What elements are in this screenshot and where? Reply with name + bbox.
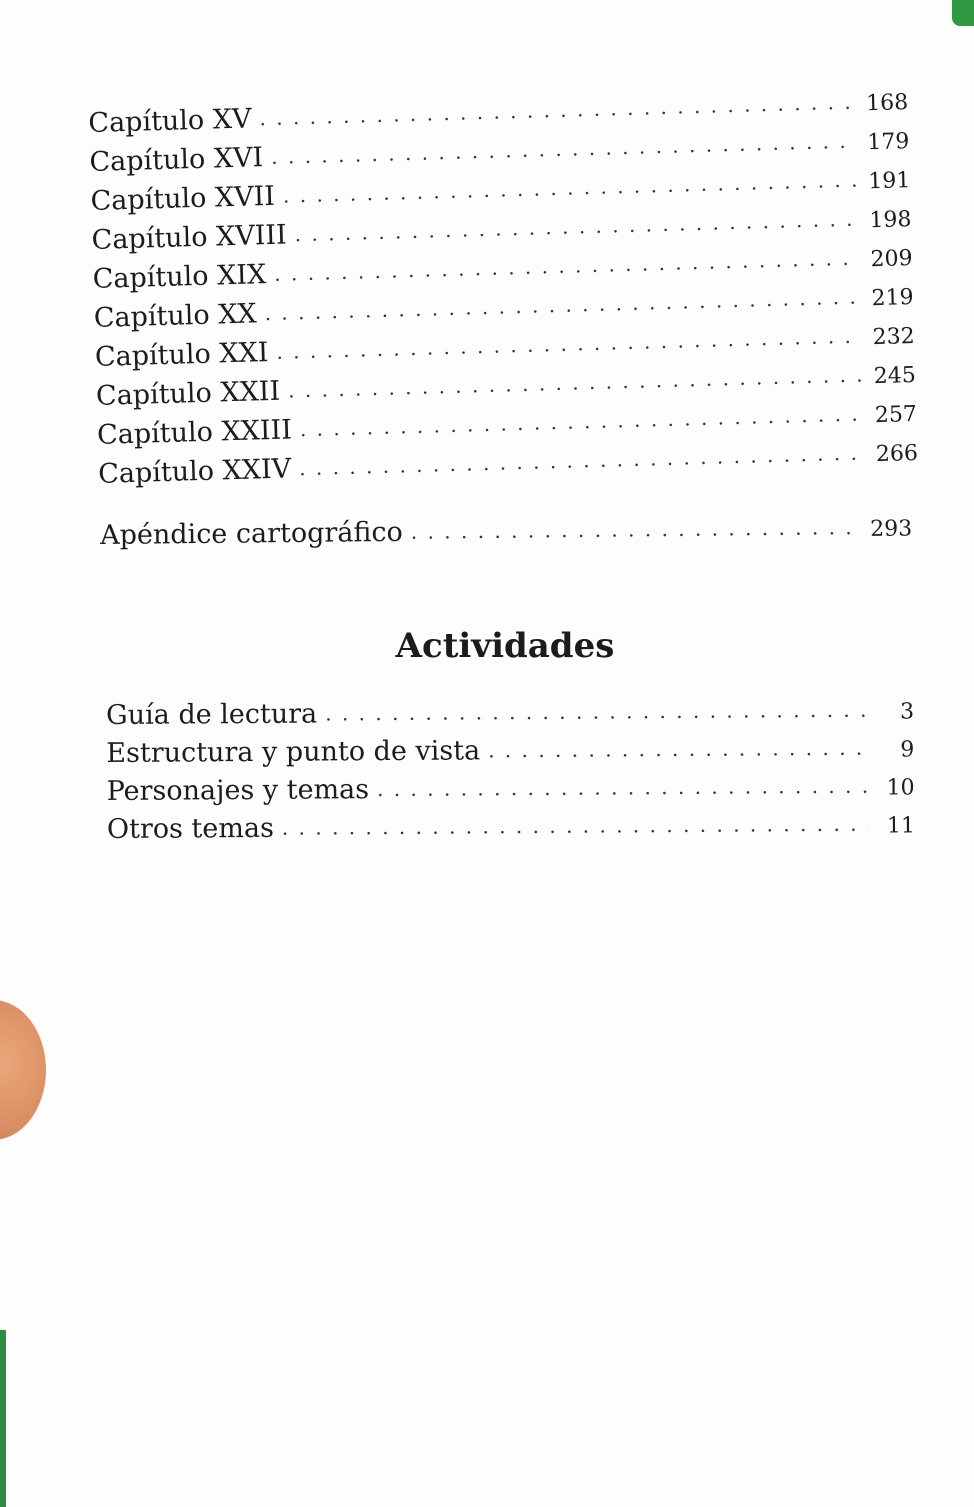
toc-entry-appendix bbox=[100, 511, 912, 559]
toc-entry-page: 3 bbox=[900, 699, 915, 725]
toc-entry-page: 168 bbox=[865, 90, 909, 117]
toc-entry bbox=[106, 732, 914, 776]
toc-entry-title: Capítulo XX bbox=[93, 298, 258, 334]
toc-entry-title: Capítulo XIX bbox=[92, 259, 267, 295]
finger-thumb bbox=[0, 1000, 46, 1140]
toc-entry-title: Capítulo XXIII bbox=[96, 414, 293, 451]
dot-leader bbox=[325, 698, 868, 726]
chapters-toc bbox=[88, 85, 919, 498]
dot-leader bbox=[411, 515, 861, 544]
toc-entry-title: Capítulo XVIII bbox=[91, 219, 288, 256]
toc-entry-page: 293 bbox=[870, 516, 913, 542]
toc-entry-page: 198 bbox=[869, 207, 912, 234]
toc-entry-title: Capítulo XXII bbox=[95, 375, 281, 412]
toc-entry-title: Capítulo XXIV bbox=[97, 453, 292, 490]
book-cover-edge bbox=[952, 0, 974, 26]
toc-entry-page: 191 bbox=[868, 168, 911, 195]
toc-entry-page: 11 bbox=[886, 813, 915, 839]
toc-entry bbox=[107, 770, 915, 814]
activities-toc bbox=[106, 694, 915, 852]
dot-leader bbox=[377, 774, 869, 801]
dot-leader bbox=[488, 736, 868, 763]
toc-entry-page: 232 bbox=[872, 324, 916, 351]
dot-leader bbox=[259, 90, 856, 131]
toc-entry-page: 10 bbox=[886, 775, 915, 801]
toc-entry-page: 9 bbox=[900, 737, 915, 763]
section-heading-activities: Actividades bbox=[395, 626, 615, 666]
toc-entry-title: Personajes y temas bbox=[106, 774, 370, 807]
toc-entry-page: 219 bbox=[871, 285, 914, 312]
toc-entry-page: 179 bbox=[866, 129, 910, 156]
toc-entry-page: 209 bbox=[870, 246, 913, 273]
toc-entry-title: Capítulo XV bbox=[88, 103, 252, 139]
toc-entry-title: Capítulo XXI bbox=[94, 337, 269, 373]
toc-entry-title: Estructura y punto de vista bbox=[106, 735, 481, 769]
appendix-toc bbox=[100, 511, 912, 559]
toc-entry-title: Apéndice cartográfico bbox=[100, 516, 403, 551]
toc-entry-title: Capítulo XVI bbox=[89, 142, 264, 178]
toc-entry-page: 257 bbox=[874, 401, 918, 429]
toc-entry bbox=[106, 694, 914, 738]
toc-entry-title: Otros temas bbox=[106, 812, 274, 845]
toc-entry-page: 245 bbox=[873, 362, 917, 390]
toc-entry-title: Guía de lectura bbox=[106, 698, 318, 731]
toc-entry-title: Capítulo XVII bbox=[90, 180, 276, 217]
book-cover-edge-left bbox=[0, 1330, 6, 1507]
toc-entry bbox=[107, 808, 915, 852]
dot-leader bbox=[282, 812, 869, 840]
toc-entry-page: 266 bbox=[875, 440, 919, 468]
